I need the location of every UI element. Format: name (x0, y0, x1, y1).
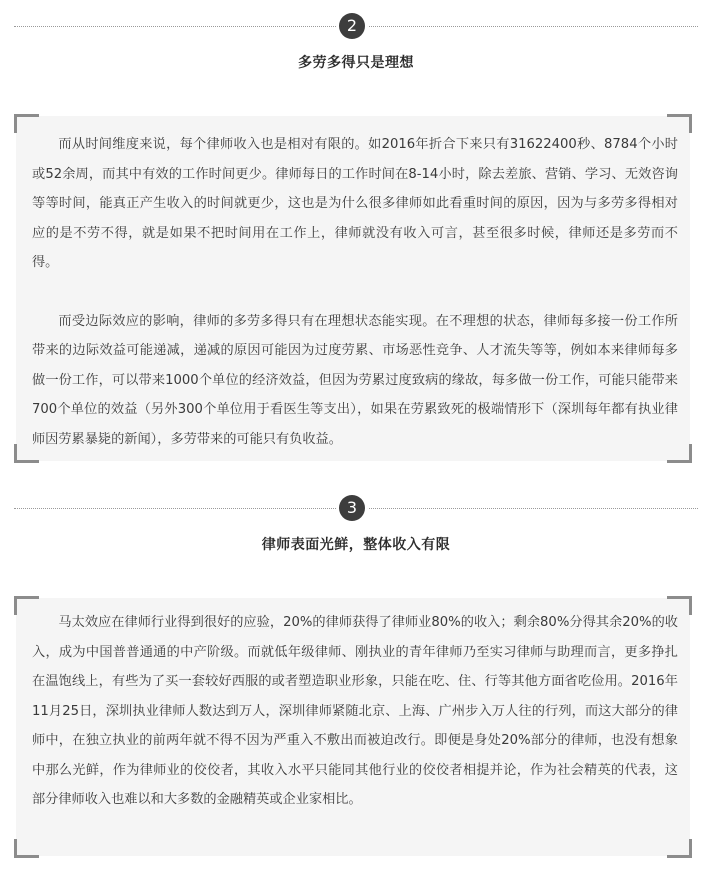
corner-bracket-icon (667, 839, 692, 858)
corner-bracket-icon (667, 444, 692, 463)
quote-box (16, 116, 690, 461)
corner-bracket-icon (667, 114, 692, 133)
corner-bracket-icon (14, 839, 39, 858)
corner-bracket-icon (14, 596, 39, 615)
corner-bracket-icon (14, 114, 39, 133)
body-paragraph: 而从时间维度来说，每个律师收入也是相对有限的。如2016年折合下来只有31622400秒、8784个小时或52余周，而其中有效的工作时间更少。律师每日的工作时间在8-14小时，除去差旅、营销、学习、无效咨询等等时间，能真正产生收入的时间就更少，这也是为什么很多律师如此看重时间的原因，因为与多劳多得相对应的是不劳不得，就是如果不把时间用在工作上，律师就没有收入可言，甚至很多时候，律师还是多劳而不得。 (32, 137, 678, 270)
section-number-badge: 3 (339, 495, 365, 521)
corner-bracket-icon (14, 444, 39, 463)
body-paragraph: 马太效应在律师行业得到很好的应验，20%的律师获得了律师业80%的收入；剩余80%分得其余20%的收入，成为中国普普通通的中产阶级。而就低年级律师、刚执业的青年律师乃至实习律师与助理而言，更多挣扎在温饱线上，有些为了买一套较好西服的或者塑造职业形象，只能在吃、住、行等其他方面省吃俭用。2016年11月25日，深圳执业律师人数达到万人，深圳律师紧随北京、上海、广州步入万人往的行列，而这大部分的律师中，在独立执业的前两年就不得不因为严重入不敷出而被迫改行。即便是身处20%部分的律师，也没有想象中那么光鲜，作为律师业的佼佼者，其收入水平只能同其他行业的佼佼者相提并论，作为社会精英的代表，这部分律师收入也难以和大多数的金融精英或企业家相比。 (32, 615, 678, 807)
body-paragraph: 而受边际效应的影响，律师的多劳多得只有在理想状态能实现。在不理想的状态，律师每多接一份工作所带来的边际效益可能递减，递减的原因可能因为过度劳累、市场恶性竞争、人才流失等等，例如本来律师每多做一份工作，可以带来1000个单位的经济效益，但因为劳累过度致病的缘故，每多做一份工作，可能只能带来700个单位的效益（另外300个单位用于看医生等支出），如果在劳累致死的极端情形下（深圳每年都有执业律师因劳累暴毙的新闻），多劳带来的可能只有负收益。 (32, 313, 678, 447)
corner-bracket-icon (667, 596, 692, 615)
section-title: 多劳多得只是理想 (298, 55, 414, 71)
section-title: 律师表面光鲜，整体收入有限 (261, 537, 451, 553)
section-number-badge: 2 (339, 13, 365, 39)
quote-box (16, 598, 690, 856)
